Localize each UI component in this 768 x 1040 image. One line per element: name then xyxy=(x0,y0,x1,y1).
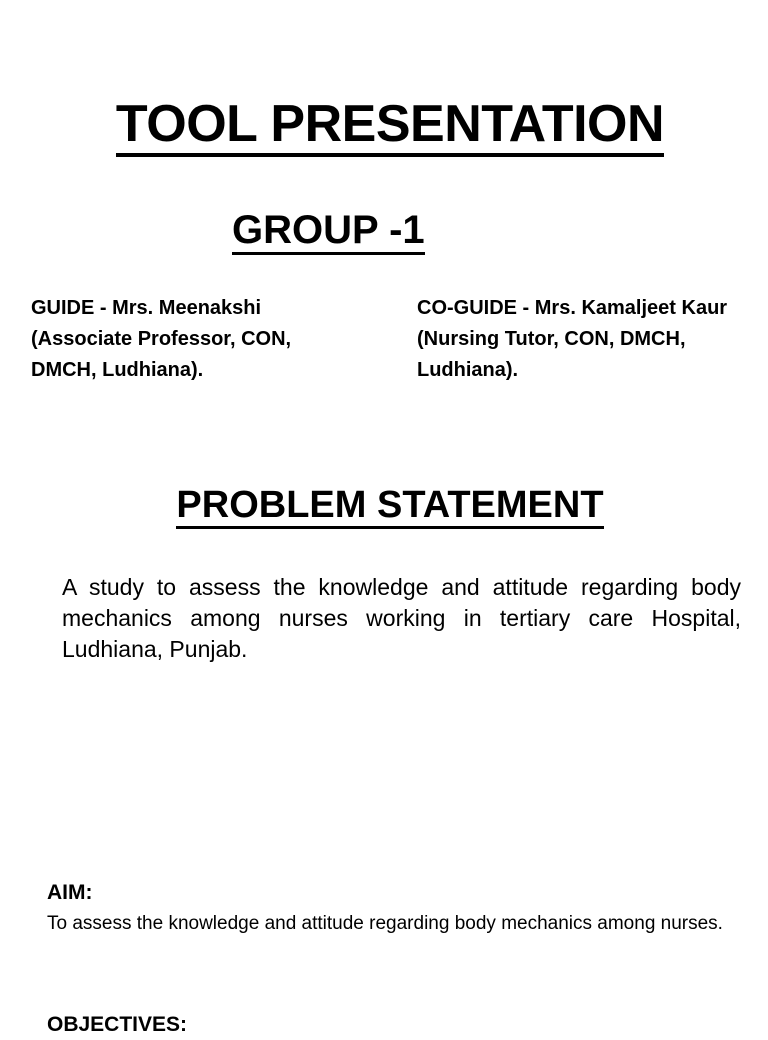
objectives-heading: OBJECTIVES: xyxy=(47,1013,188,1036)
co-guide-block xyxy=(417,293,727,386)
problem-statement-heading-text: PROBLEM STATEMENT xyxy=(176,484,603,529)
guide-block xyxy=(31,293,291,386)
group-heading-text: GROUP -1 xyxy=(232,208,425,255)
group-heading xyxy=(232,205,425,255)
problem-statement-text: A study to assess the knowledge and attitude regarding body mechanics among nurses working in tertiary care Hospital, Ludhiana, Punjab. xyxy=(62,574,741,662)
problem-statement-heading xyxy=(0,478,768,532)
guide-line-2: (Associate Professor, CON, xyxy=(31,328,292,350)
guide-line-3: DMCH, Ludhiana). xyxy=(31,359,204,381)
guide-line-1: GUIDE - Mrs. Meenakshi xyxy=(31,297,262,319)
slide-title-text: TOOL PRESENTATION xyxy=(116,95,664,157)
co-guide-line-2: (Nursing Tutor, CON, DMCH, xyxy=(417,328,686,350)
aim-text: To assess the knowledge and attitude regarding body mechanics among nurses. xyxy=(47,913,723,934)
co-guide-line-3: Ludhiana). xyxy=(417,359,519,381)
co-guide-line-1: CO-GUIDE - Mrs. Kamaljeet Kaur xyxy=(417,297,728,319)
slide-title xyxy=(0,92,768,156)
aim-heading: AIM: xyxy=(47,881,93,904)
